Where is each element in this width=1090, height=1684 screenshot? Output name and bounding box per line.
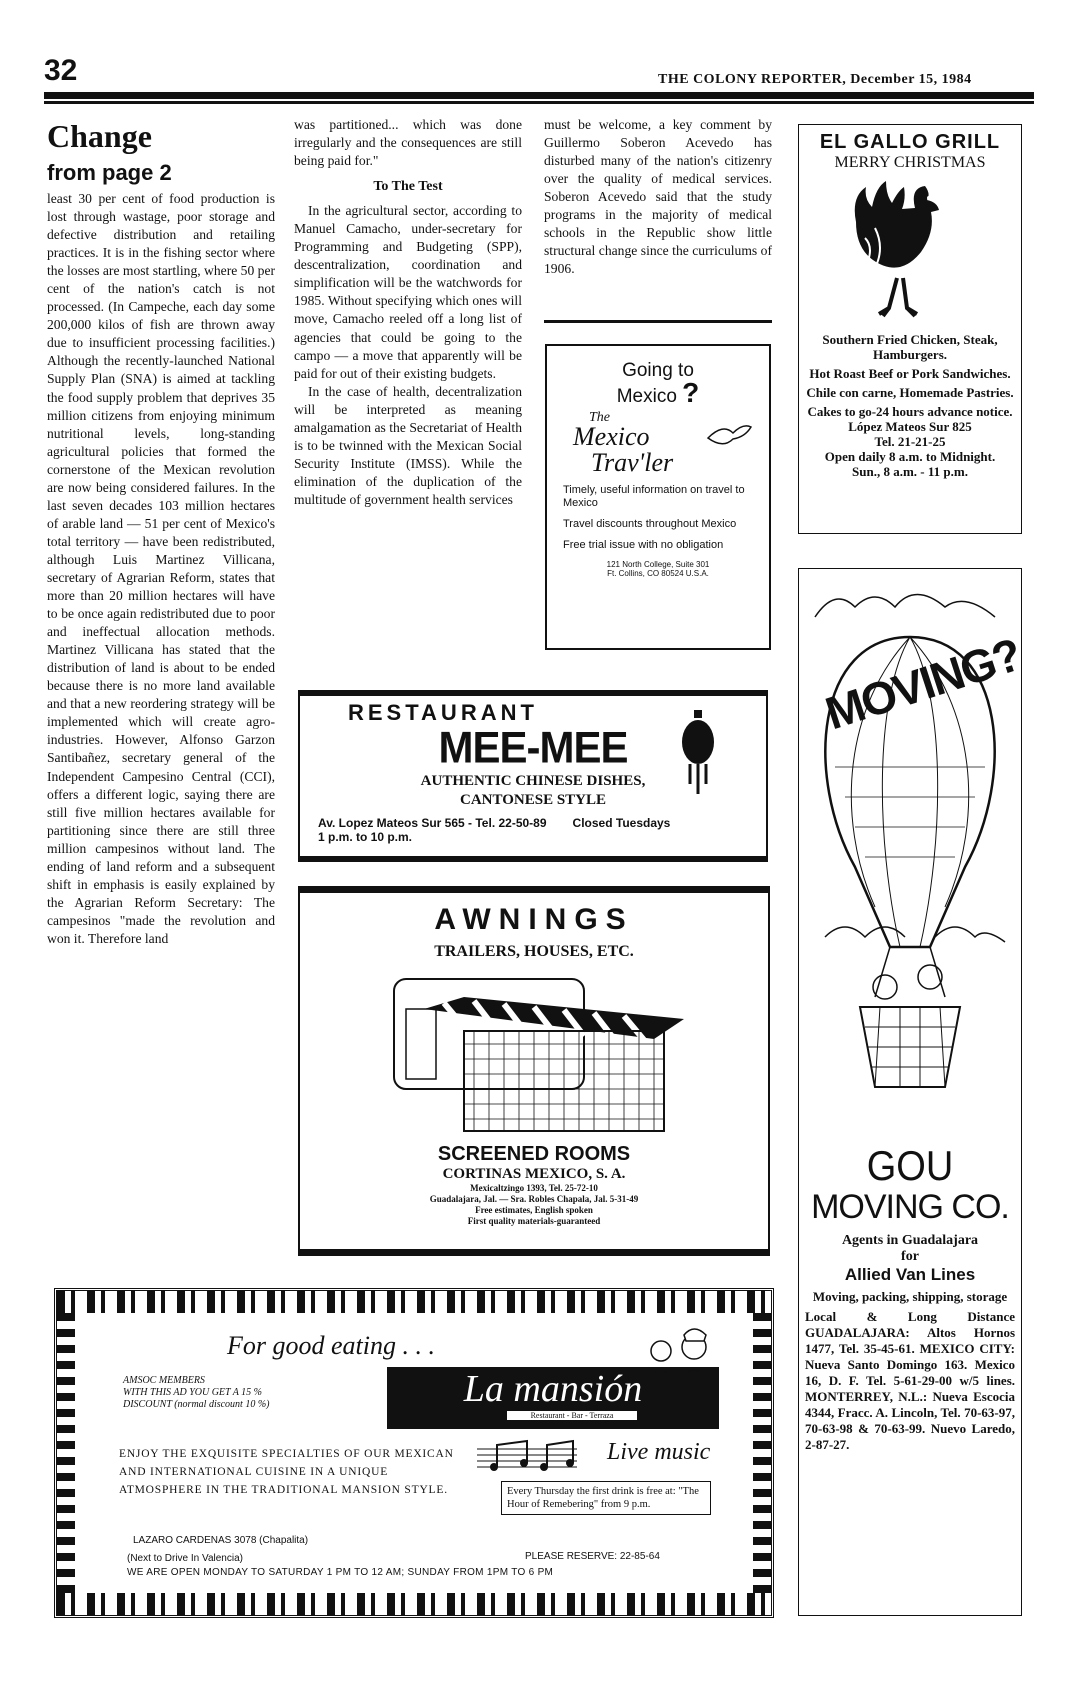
mansion-name: La mansión bbox=[463, 1368, 643, 1410]
ad-mexico-travler bbox=[545, 344, 771, 650]
awnings-screened: SCREENED ROOMS bbox=[437, 1143, 631, 1165]
gallo-line-3: Chile con carne, Homemade Pastries. bbox=[806, 385, 1014, 400]
mansion-address-2: (Next to Drive In Valencia) bbox=[127, 1553, 243, 1564]
mansion-enjoy: ENJOY THE EXQUISITE SPECIALTIES OF OUR MEXICAN AND INTERNATIONAL CUISINE IN A UNIQUE ATMOSPHERE IN THE TRADITIONAL MANSION STYLE. bbox=[119, 1448, 454, 1496]
gallo-sunday-hours: Sun., 8 a.m. - 11 p.m. bbox=[852, 464, 968, 479]
masthead-rule bbox=[44, 92, 1034, 99]
meemee-subtitle-2: CANTONESE STYLE bbox=[459, 792, 607, 808]
travler-name-1: Mexico bbox=[573, 422, 650, 451]
gallo-line-2: Hot Roast Beef or Pork Sandwiches. bbox=[809, 366, 1011, 381]
meemee-hours: 1 p.m. to 10 p.m. bbox=[318, 830, 413, 844]
moving-allied: Allied Van Lines bbox=[844, 1265, 976, 1284]
article-col3-text: must be welcome, a key comment by Guillermo Soberon Acevedo has disturbed many of the nation's citizenry over the quality of medical services. Soberon Acevedo said that the study programs in the majority of medical schools in the Republic show little structural change since the curriculums of 1906. bbox=[544, 117, 772, 277]
ad-la-mansion bbox=[54, 1288, 774, 1618]
chef-illustration bbox=[639, 1321, 719, 1391]
bird-icon bbox=[703, 418, 753, 458]
mansion-discount-3: DISCOUNT (normal discount 10 %) bbox=[123, 1399, 270, 1410]
ornamental-border-right bbox=[753, 1313, 771, 1593]
moving-balloon-text: MOVING? bbox=[819, 627, 1027, 740]
travler-the: The bbox=[589, 410, 610, 425]
article-col2-p2: In the case of health, decentralization will be interpreted as meaning amalgamation as the Secretariat of Health is to be twinned with the Mexican Social Security Institute (IMSS). While the elimination of the duplication of the multitude of government health services bbox=[294, 383, 522, 507]
ornamental-border-bottom bbox=[57, 1593, 771, 1615]
awnings-address-4: First quality materials-guaranteed bbox=[467, 1216, 601, 1226]
meemee-subtitle-1: AUTHENTIC CHINESE DISHES, bbox=[420, 773, 646, 789]
ad-restaurant-mee-mee bbox=[298, 690, 768, 862]
awnings-company: CORTINAS MEXICO, S. A. bbox=[442, 1166, 626, 1182]
travler-name-2: Trav'ler bbox=[591, 448, 674, 477]
gallo-line-4: Cakes to go-24 hours advance notice. bbox=[807, 404, 1013, 419]
awnings-address-3: Free estimates, English spoken bbox=[475, 1205, 593, 1215]
moving-company-2: MOVING CO. bbox=[811, 1188, 1009, 1226]
meemee-address: Av. Lopez Mateos Sur 565 - Tel. 22-50-89 bbox=[318, 816, 547, 830]
ornamental-border-top bbox=[57, 1291, 771, 1313]
mansion-thursday-box: Every Thursday the first drink is free at: "The Hour of Remebering" from 9 p.m. bbox=[501, 1481, 711, 1515]
travler-question-mark: ? bbox=[682, 377, 700, 408]
music-notes-icon bbox=[477, 1437, 587, 1477]
mansion-reserve: PLEASE RESERVE: 22-85-64 bbox=[525, 1551, 660, 1562]
article-column-2 bbox=[294, 116, 522, 509]
travler-mexico: Mexico bbox=[616, 386, 677, 407]
article-headline: Change bbox=[47, 118, 152, 154]
moving-for: for bbox=[901, 1249, 919, 1264]
gallo-address: López Mateos Sur 825 bbox=[848, 419, 972, 434]
awnings-title: AWNINGS bbox=[434, 903, 634, 936]
mansion-subtitle: Restaurant - Bar - Terraza bbox=[507, 1411, 637, 1420]
mansion-hours: WE ARE OPEN MONDAY TO SATURDAY 1 PM TO 12 AM; SUNDAY FROM 1PM TO 6 PM bbox=[127, 1567, 554, 1578]
travler-desc-1: Timely, useful information on travel to Mexico bbox=[563, 484, 745, 509]
gallo-name: EL GALLO GRILL bbox=[819, 131, 1001, 153]
travler-desc-2: Travel discounts throughout Mexico bbox=[563, 518, 737, 530]
masthead-rule-2 bbox=[44, 101, 1034, 104]
column-end-rule bbox=[544, 320, 772, 323]
moving-services: Moving, packing, shipping, storage bbox=[812, 1289, 1008, 1304]
ad-gou-moving bbox=[798, 568, 1027, 1616]
gallo-line-1: Southern Fried Chicken, Steak, Hamburgers. bbox=[822, 332, 998, 362]
ornamental-border-left bbox=[57, 1313, 75, 1593]
travler-desc-3: Free trial issue with no obligation bbox=[563, 539, 724, 551]
page-number: 32 bbox=[44, 54, 78, 87]
gallo-greeting: MERRY CHRISTMAS bbox=[834, 154, 986, 171]
mansion-live-music: Live music bbox=[607, 1439, 711, 1465]
gallo-hours: Open daily 8 a.m. to Midnight. bbox=[824, 449, 996, 464]
article-col2-p1: In the agricultural sector, according to Manuel Camacho, under-secretary for Programming and Budgeting (SPP), descentralization, coordination and simplification will be the watchwords for 1985. Without specifying which ones will move, Camacho reeled off a long list of agencies that could be going to the campo — a move that apparently will be paid for out of their existing budgets. bbox=[294, 203, 522, 381]
travler-address-1: 121 North College, Suite 301 bbox=[606, 560, 710, 569]
trailer-awning-illustration bbox=[384, 969, 684, 1139]
mansion-address-1: LAZARO CARDENAS 3078 (Chapalita) bbox=[133, 1535, 309, 1546]
awnings-subtitle: TRAILERS, HOUSES, ETC. bbox=[434, 943, 634, 960]
ad-el-gallo-grill bbox=[798, 124, 1022, 534]
moving-details: Local & Long Distance GUADALAJARA: Altos Hornos 1477, Tel. 35-45-61. MEXICO CITY: Nueva Santo Domingo 163. Mexico 16, D. F. Tel. 5-61-29-00 w/5 lines. MONTERREY, N.L.: Nueva Escocia 4344, Fracc. A. Lincoln, Tel. 70-63-97, 70-63-98 & 70-63-99. Nuevo Laredo, 2-87-27. bbox=[805, 1309, 1015, 1452]
article-col1-text: least 30 per cent of food production is lost through wastage, poor storage and defective distribution and retailing practices. It is in the fishing sector where the losses are most startling, where 50 per cent of the nation's catch is not processed. (In Campeche, each day some 200,000 kilos of fish are thrown away due to insufficient processing facilities.) Although the recently-launched National Supply Plan (SNA) is aimed at tackling the food supply problem that deprives 35 million citizens from enjoying minimum nutritional levels, long-standing agricultural policies that formed the cornerstone of the Mexican revolution are now being considered failures. In the last seven decades 103 million hectares of arable land — 51 per cent of Mexico's total territory — have been redistributed, although Luis Martinez Villicana, secretary of Agrarian Reform, states that more than 20 million hectares will have to be once again redistributed due to poor and ineffectual allocation methods. Martinez Villicana has stated that the distribution of land is about to be ended because there is no more land available and that a new reordering strategy will be implemented which will create agro-industries. However, Alfonso Garzon Santibañez, secretary general of the Independent Campesino Central (CCI), offers a different logic, saying there are still five million hectares available for partitioning since there are still three million campesinos without land. The ending of land reform and a subsequent shift in emphasis is easily explained by the Agrarian Reform Secretary: The campesinos "made the revolution and won it. Therefore land bbox=[47, 191, 276, 946]
meemee-kind: RESTAURANT bbox=[348, 700, 538, 725]
rooster-icon bbox=[845, 178, 975, 328]
awnings-address-1: Mexicaltzingo 1393, Tel. 25-72-10 bbox=[470, 1183, 598, 1193]
chinese-lantern-icon bbox=[680, 710, 716, 800]
mansion-discount-1: AMSOC MEMBERS bbox=[123, 1375, 205, 1386]
publication-line: THE COLONY REPORTER, December 15, 1984 bbox=[658, 72, 972, 87]
meemee-closed: Closed Tuesdays bbox=[572, 816, 671, 830]
section-subhead: To The Test bbox=[373, 179, 443, 195]
article-column-1 bbox=[47, 190, 275, 948]
meemee-name: MEE-MEE bbox=[438, 722, 628, 773]
gallo-phone: Tel. 21-21-25 bbox=[874, 434, 946, 449]
travler-going-to: Going to bbox=[622, 360, 694, 381]
awnings-address-2: Guadalajara, Jal. — Sra. Robles Chapala, Jal. 5-31-49 bbox=[429, 1194, 639, 1204]
travler-address-2: Ft. Collins, CO 80524 U.S.A. bbox=[607, 569, 709, 578]
mansion-discount-2: WITH THIS AD YOU GET A 15 % bbox=[123, 1387, 262, 1398]
ad-awnings bbox=[298, 886, 770, 1256]
moving-company-1: GOU bbox=[866, 1143, 954, 1191]
mansion-tagline: For good eating . . . bbox=[227, 1331, 435, 1360]
article-column-3 bbox=[544, 116, 772, 278]
moving-agents: Agents in Guadalajara bbox=[841, 1233, 979, 1248]
article-col2-top: was partitioned... which was done irregularly and the consequences are still being paid for." bbox=[294, 117, 522, 169]
article-subhead: from page 2 bbox=[47, 160, 172, 185]
